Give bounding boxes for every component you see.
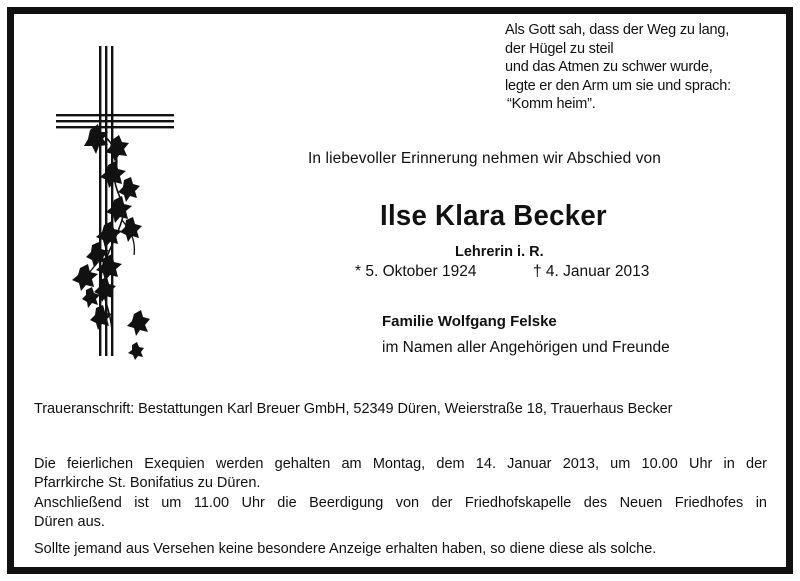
poem-line: der Hügel zu steil [505, 40, 614, 57]
intro-line: In liebevoller Erinnerung nehmen wir Abschied von [308, 150, 661, 167]
burial-line: Düren aus. [34, 513, 105, 530]
mourning-relatives: im Namen aller Angehörigen und Freunde [382, 339, 670, 356]
poem-line: und das Atmen zu schwer wurde, [505, 59, 713, 75]
poem-line: Als Gott sah, dass der Weg zu lang, [505, 22, 730, 38]
poem [505, 21, 785, 114]
service-paragraph [34, 455, 767, 492]
poem-line: legte er den Arm um sie und sprach: [505, 77, 731, 94]
cross-with-ivy-icon [50, 40, 180, 370]
notice-paragraph: Sollte jemand aus Versehen keine besondere Anzeige erhalten haben, so diene diese als solche. [34, 541, 657, 557]
death-date: † 4. Januar 2013 [533, 263, 650, 280]
burial-paragraph [34, 494, 767, 531]
deceased-title: Lehrerin i. R. [455, 244, 544, 260]
service-line: Die feierlichen Exequien werden gehalten am Montag, dem 14. Januar 2013, um 10.00 Uhr in der [34, 456, 767, 472]
poem-line: “Komm heim”. [507, 96, 596, 112]
service-line: Pfarrkirche St. Bonifatius zu Düren. [34, 474, 261, 491]
mourning-family: Familie Wolfgang Felske [382, 313, 557, 330]
birth-date: * 5. Oktober 1924 [355, 263, 477, 280]
deceased-name: Ilse Klara Becker [380, 200, 607, 232]
mourning-address: Traueranschrift: Bestattungen Karl Breuer GmbH, 52349 Düren, Weierstraße 18, Trauerhaus Becker [34, 401, 673, 417]
burial-line: Anschließend ist um 11.00 Uhr die Beerdigung von der Friedhofskapelle des Neuen Friedhofes in [34, 495, 767, 511]
